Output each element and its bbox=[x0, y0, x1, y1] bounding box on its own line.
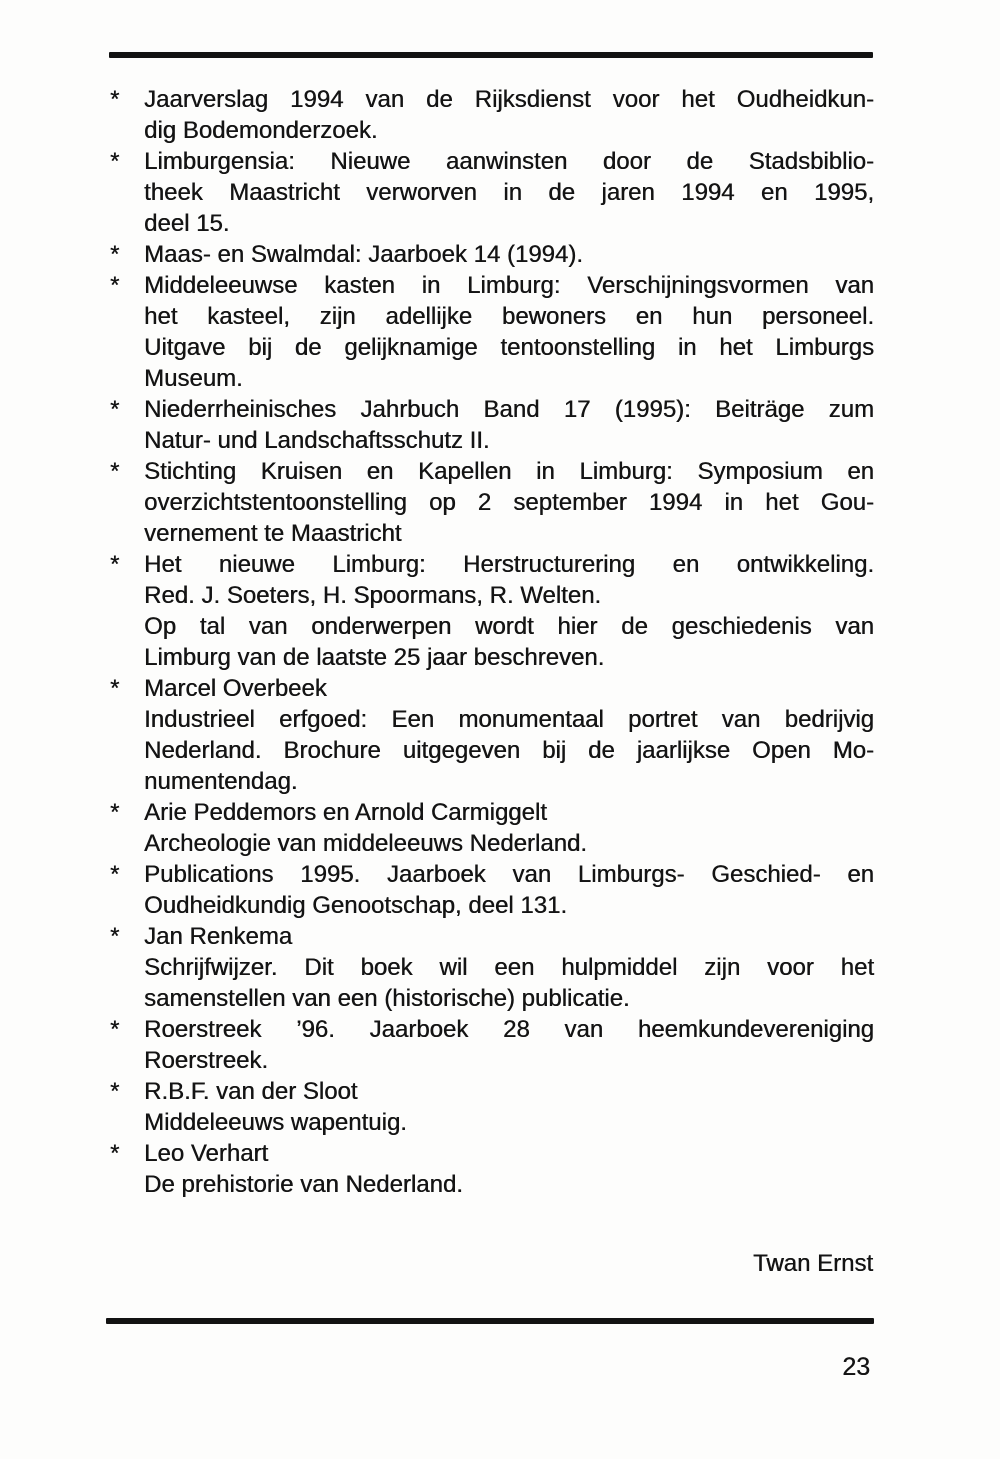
list-line: Jan Renkema bbox=[144, 923, 293, 950]
bullet-asterisk: * bbox=[110, 551, 120, 578]
list-line: Schrijfwijzer. Dit boek wil een hulpmiddel zijn voor het bbox=[144, 954, 874, 981]
list-line: Roerstreek. bbox=[144, 1047, 269, 1074]
bullet-asterisk: * bbox=[110, 1140, 120, 1167]
list-item bbox=[110, 456, 874, 549]
list-item bbox=[110, 239, 874, 270]
bullet-asterisk: * bbox=[110, 396, 120, 423]
list-line: dig Bodemonderzoek. bbox=[144, 117, 378, 144]
list-line: Museum. bbox=[144, 365, 243, 392]
list-line: Leo Verhart bbox=[144, 1140, 269, 1167]
list-line: R.B.F. van der Sloot bbox=[144, 1078, 358, 1105]
bullet-asterisk: * bbox=[110, 861, 120, 888]
list-item bbox=[110, 270, 874, 394]
list-item-text bbox=[144, 921, 874, 1014]
list-item bbox=[110, 673, 874, 797]
list-item-text bbox=[144, 84, 874, 146]
list-item-text bbox=[144, 797, 874, 859]
list-line: overzichtstentoonstelling op 2 september 1994 in het Gou- bbox=[144, 489, 874, 516]
list-item-text bbox=[144, 1138, 874, 1200]
list-line: Arie Peddemors en Arnold Carmiggelt bbox=[144, 799, 547, 826]
list-line: Jaarverslag 1994 van de Rijksdienst voor het Oudheidkun- bbox=[144, 86, 874, 113]
list-line: Marcel Overbeek bbox=[144, 675, 327, 702]
list-line: Het nieuwe Limburg: Herstructurering en ontwikkeling. bbox=[144, 551, 874, 578]
list-item-text bbox=[144, 270, 874, 394]
list-line: Niederrheinisches Jahrbuch Band 17 (1995): Beiträge zum bbox=[144, 396, 874, 423]
top-rule bbox=[109, 52, 873, 58]
list-line: De prehistorie van Nederland. bbox=[144, 1171, 463, 1198]
list-item bbox=[110, 1076, 874, 1138]
list-line: Natur- und Landschaftsschutz II. bbox=[144, 427, 490, 454]
list-line: Nederland. Brochure uitgegeven bij de jaarlijkse Open Mo- bbox=[144, 737, 874, 764]
list-line: Oudheidkundig Genootschap, deel 131. bbox=[144, 892, 567, 919]
bullet-asterisk: * bbox=[110, 458, 120, 485]
bullet-asterisk: * bbox=[110, 1016, 120, 1043]
list-item bbox=[110, 921, 874, 1014]
list-item bbox=[110, 549, 874, 673]
list-line: numentendag. bbox=[144, 768, 298, 795]
list-item-text bbox=[144, 859, 874, 921]
list-item-text bbox=[144, 239, 874, 270]
list-line: Archeologie van middeleeuws Nederland. bbox=[144, 830, 587, 857]
list-item-text bbox=[144, 673, 874, 797]
bullet-asterisk: * bbox=[110, 675, 120, 702]
list-item bbox=[110, 859, 874, 921]
list-line: Limburg van de laatste 25 jaar beschreven. bbox=[144, 644, 605, 671]
bullet-asterisk: * bbox=[110, 1078, 120, 1105]
list-line: vernement te Maastricht bbox=[144, 520, 402, 547]
list-item bbox=[110, 1014, 874, 1076]
list-item bbox=[110, 84, 874, 146]
list-line: Middeleeuws wapentuig. bbox=[144, 1109, 407, 1136]
list-line: Industrieel erfgoed: Een monumentaal portret van bedrijvig bbox=[144, 706, 874, 733]
bullet-asterisk: * bbox=[110, 799, 120, 826]
author-signature: Twan Ernst bbox=[752, 1250, 873, 1277]
list-line: Limburgensia: Nieuwe aanwinsten door de Stadsbiblio- bbox=[144, 148, 874, 175]
bullet-asterisk: * bbox=[110, 272, 120, 299]
list-line: Red. J. Soeters, H. Spoormans, R. Welten. bbox=[144, 582, 602, 609]
bullet-asterisk: * bbox=[110, 241, 120, 268]
list-item-text bbox=[144, 146, 874, 239]
list-item-text bbox=[144, 549, 874, 673]
bullet-asterisk: * bbox=[110, 86, 120, 113]
list-item bbox=[110, 797, 874, 859]
list-item bbox=[110, 394, 874, 456]
bottom-rule bbox=[106, 1318, 874, 1324]
list-line: Op tal van onderwerpen wordt hier de geschiedenis van bbox=[144, 613, 874, 640]
list-item bbox=[110, 1138, 874, 1200]
list-line: Publications 1995. Jaarboek van Limburgs- Geschied- en bbox=[144, 861, 874, 888]
list-line: theek Maastricht verworven in de jaren 1994 en 1995, bbox=[144, 179, 874, 206]
list-line: Stichting Kruisen en Kapellen in Limburg: Symposium en bbox=[144, 458, 874, 485]
list-item-text bbox=[144, 1014, 874, 1076]
list-item bbox=[110, 146, 874, 239]
page-number: 23 bbox=[842, 1353, 870, 1381]
list-line: samenstellen van een (historische) publicatie. bbox=[144, 985, 630, 1012]
bullet-asterisk: * bbox=[110, 148, 120, 175]
list-line: het kasteel, zijn adellijke bewoners en hun personeel. bbox=[144, 303, 874, 330]
list-line: Middeleeuwse kasten in Limburg: Verschijningsvormen van bbox=[144, 272, 874, 299]
bullet-asterisk: * bbox=[110, 923, 120, 950]
list-line: Maas- en Swalmdal: Jaarboek 14 (1994). bbox=[144, 241, 583, 268]
list-item-text bbox=[144, 394, 874, 456]
list-line: Roerstreek ’96. Jaarboek 28 van heemkundevereniging bbox=[144, 1016, 874, 1043]
list-item-text bbox=[144, 456, 874, 549]
list-item-text bbox=[144, 1076, 874, 1138]
publication-list bbox=[110, 84, 874, 1200]
list-line: Uitgave bij de gelijknamige tentoonstelling in het Limburgs bbox=[144, 334, 874, 361]
list-line: deel 15. bbox=[144, 210, 230, 237]
